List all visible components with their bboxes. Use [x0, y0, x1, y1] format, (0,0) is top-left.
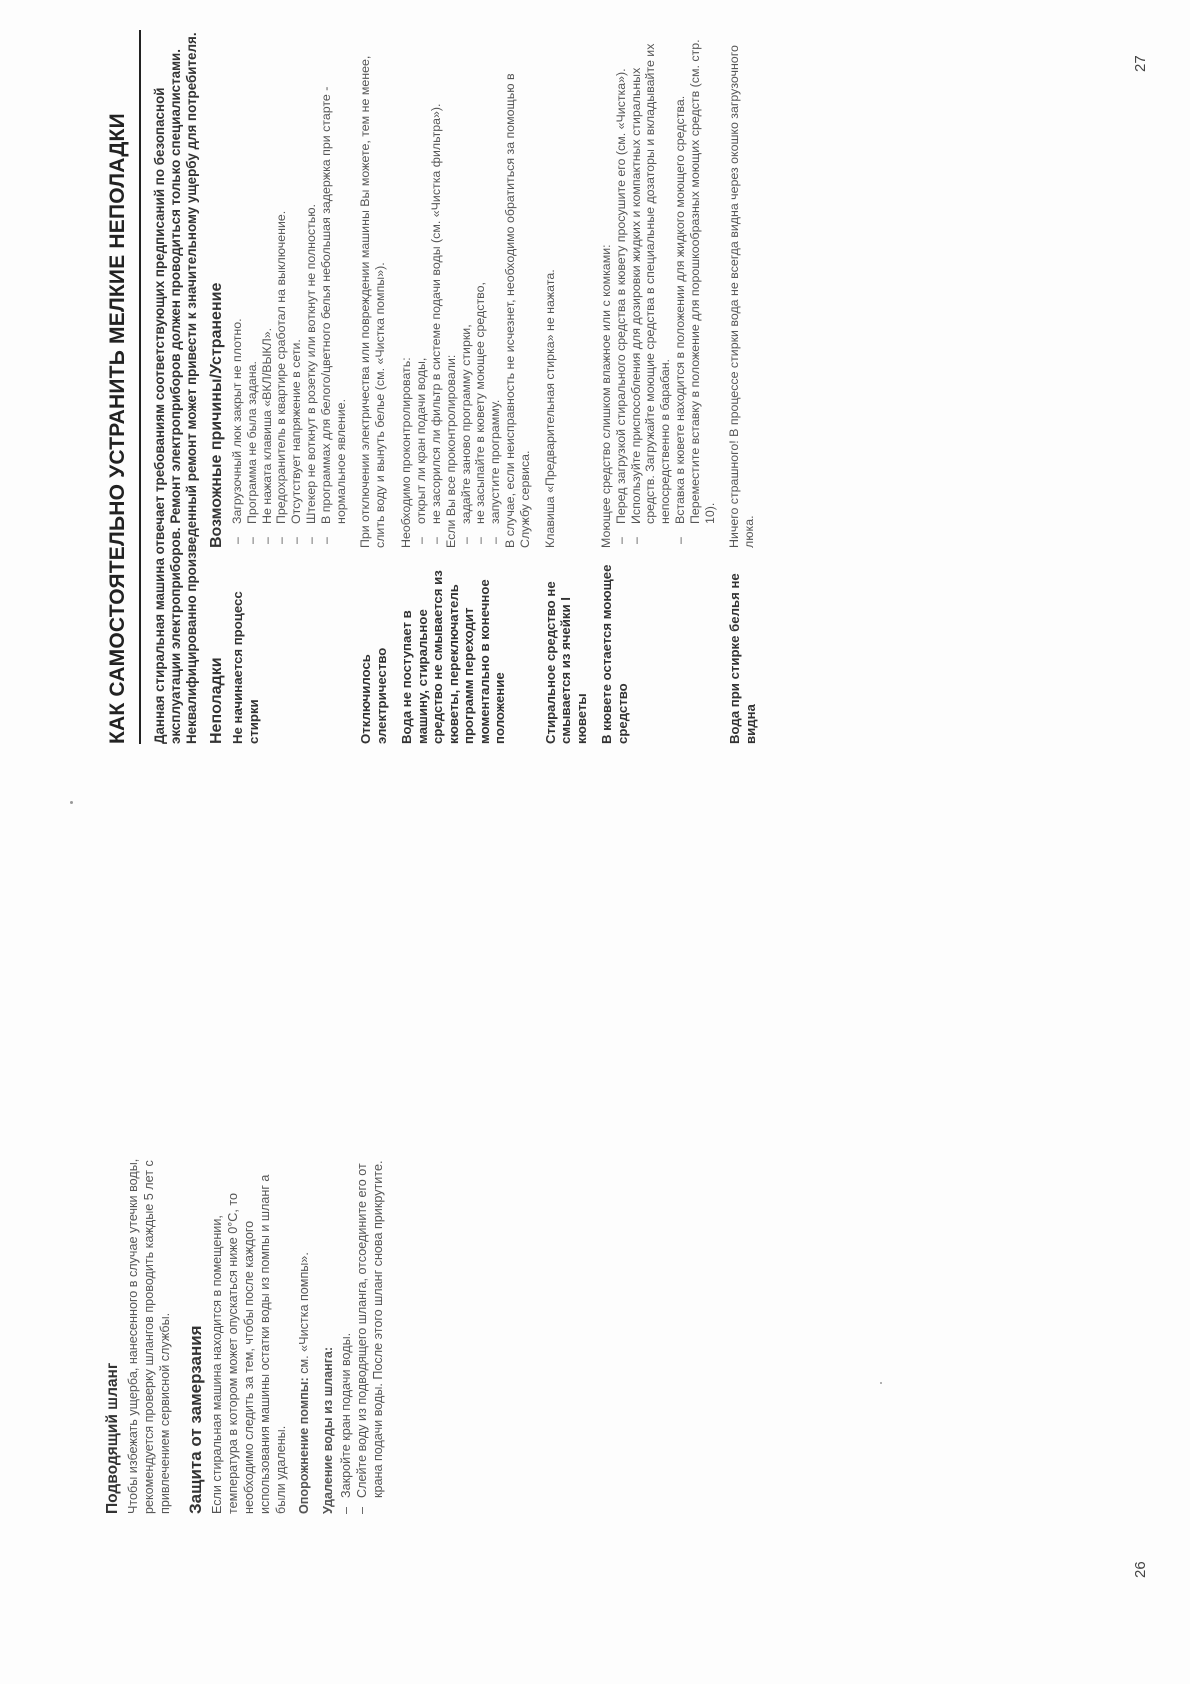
fix-item: – Отсутствует напряжение в сети. — [289, 30, 304, 548]
fix-cell — [727, 30, 758, 548]
fix-text: В случае, если неисправность не исчезнет, необходимо обратиться за помощью в Службу сервиса. — [502, 73, 532, 548]
troubleshooting-table — [208, 30, 758, 744]
fix-text: Ничего страшного! В процессе стирки вода не всегда видна через окошко загрузочного люка. — [727, 45, 757, 548]
left-column — [104, 1144, 386, 1514]
fix-item: – Не нажата клавиша «ВКЛ/ВЫКЛ». — [260, 30, 275, 548]
left-page — [0, 842, 1190, 1684]
frost-heading: Защита от замерзания — [186, 1325, 206, 1514]
drain-paragraph — [321, 1144, 337, 1514]
fix-item: – Программа не была задана. — [245, 30, 260, 548]
fix-item: – Используйте приспособления для дозировки жидких и компактных стиральных средств. Загружайте моющие средства в специальные дозаторы и вкладывайте их непосредственно в барабан. — [629, 30, 673, 548]
page-number-left: 26 — [1132, 1561, 1149, 1578]
fix-item: – задайте заново программу стирки, — [459, 30, 474, 548]
problem-cell: Вода при стирке белья не видна — [727, 573, 758, 744]
fix-text: При отключении электричества или повреждении машины Вы можете, тем не менее, слить воду и вынуть белье (см. «Чистка помпы»). — [358, 55, 388, 548]
scan-speck — [70, 801, 73, 804]
fix-item: – Загрузочный люк закрыт не плотно. — [230, 30, 245, 548]
problem-cell: Стиральное средство не смывается из ячейки I кюветы — [542, 581, 589, 744]
drain-label: Удаление воды из шланга: — [321, 1346, 336, 1514]
pump-paragraph — [297, 1144, 313, 1514]
fix-lead: Если Вы все проконтролировали: — [443, 354, 458, 548]
column-header-problem: Неполадки — [208, 657, 225, 744]
drain-list — [339, 1144, 386, 1514]
fix-item: – Перед загрузкой стирального средства в кювету просушите его (см. «Чистка»). — [614, 30, 629, 548]
fix-list — [459, 30, 503, 548]
fix-cell — [543, 30, 590, 548]
drain-item: – Слейте воду из подводящего шланга, отсоедините его от крана подачи воды. После этого шланг снова прикрутите. — [355, 1144, 387, 1514]
hose-text: Чтобы избежать ущерба, нанесенного в случае утечки воды, рекомендуется проверку шлангов проводить каждые 5 лет с привлечением сервисной службы. — [126, 1158, 172, 1514]
fix-text: Клавиша «Предварительная стирка» не нажата. — [542, 269, 557, 548]
fix-item: – открыт ли кран подачи воды, — [414, 30, 429, 548]
pump-text: см. «Чистка помпы». — [297, 1252, 312, 1378]
fix-cell — [230, 30, 348, 548]
fix-item: – не засорился ли фильтр в системе подачи воды (см. «Чистка фильтра»). — [429, 30, 444, 548]
drain-item: – Закройте кран подачи воды. — [339, 1144, 355, 1514]
fix-list — [614, 30, 718, 548]
pump-label: Опорожнение помпы: — [297, 1377, 312, 1514]
fix-cell — [399, 30, 532, 548]
fix-item: – Штекер не воткнут в розетку или воткнут не полностью. — [304, 30, 319, 548]
problem-cell: В кювете остается моющее средство — [599, 564, 630, 744]
scan-speck — [880, 1382, 882, 1384]
fix-lead: Необходимо проконтролировать: — [399, 357, 414, 548]
troubleshooting-section — [106, 30, 758, 744]
fix-lead: Моющее средство слишком влажное или с комками: — [599, 244, 614, 548]
problem-cell: Отключилось электричество — [358, 647, 389, 744]
page-number-right: 27 — [1132, 55, 1149, 72]
fix-item: – Вставка в кювете находится в положении для жидкого моющего средства. Переместите вставку в положение для порошкообразных моющих средств (см. стр. 10). — [673, 30, 717, 548]
hose-heading: Подводящий шланг — [104, 1362, 121, 1514]
fix-cell — [358, 30, 389, 548]
intro-text: Данная стиральная машина отвечает требованиям соответствующих предписаний по безопасной эксплуатации электроприборов. Ремонт электроприборов должен проводиться только специалистами. Неквалифицированно произведенный ремонт может привести к значительному ущербу для потребителя. — [152, 32, 199, 744]
column-header-fix: Возможные причины/Устранение — [208, 282, 225, 548]
problem-cell: Вода не поступает в машину, стиральное средство не смывается из кюветы, переключатель программ переходит моментально в конечное положение — [399, 570, 508, 744]
fix-cell — [599, 30, 717, 548]
fix-item: – запустите программу. — [488, 30, 503, 548]
fix-item: – В программах для белого/цветного белья небольшая задержка при старте - нормальное явление. — [319, 30, 349, 548]
fix-item: – не засыпайте в кювету моющее средство, — [473, 30, 488, 548]
fix-list — [414, 30, 444, 548]
problem-cell: Не начинается процесс стирки — [230, 591, 261, 744]
frost-text: Если стиральная машина находится в помещении, температура в котором может опускаться ниже 0°С, то необходимо следить за тем, чтобы после каждого использования машины остатки воды из помпы и шланг а были удалены. — [210, 1174, 288, 1514]
fix-item: – Предохранитель в квартире сработал на выключение. — [274, 30, 289, 548]
fix-list — [230, 30, 348, 548]
page-title: КАК САМОСТОЯТЕЛЬНО УСТРАНИТЬ МЕЛКИЕ НЕПОЛАДКИ — [106, 30, 141, 744]
